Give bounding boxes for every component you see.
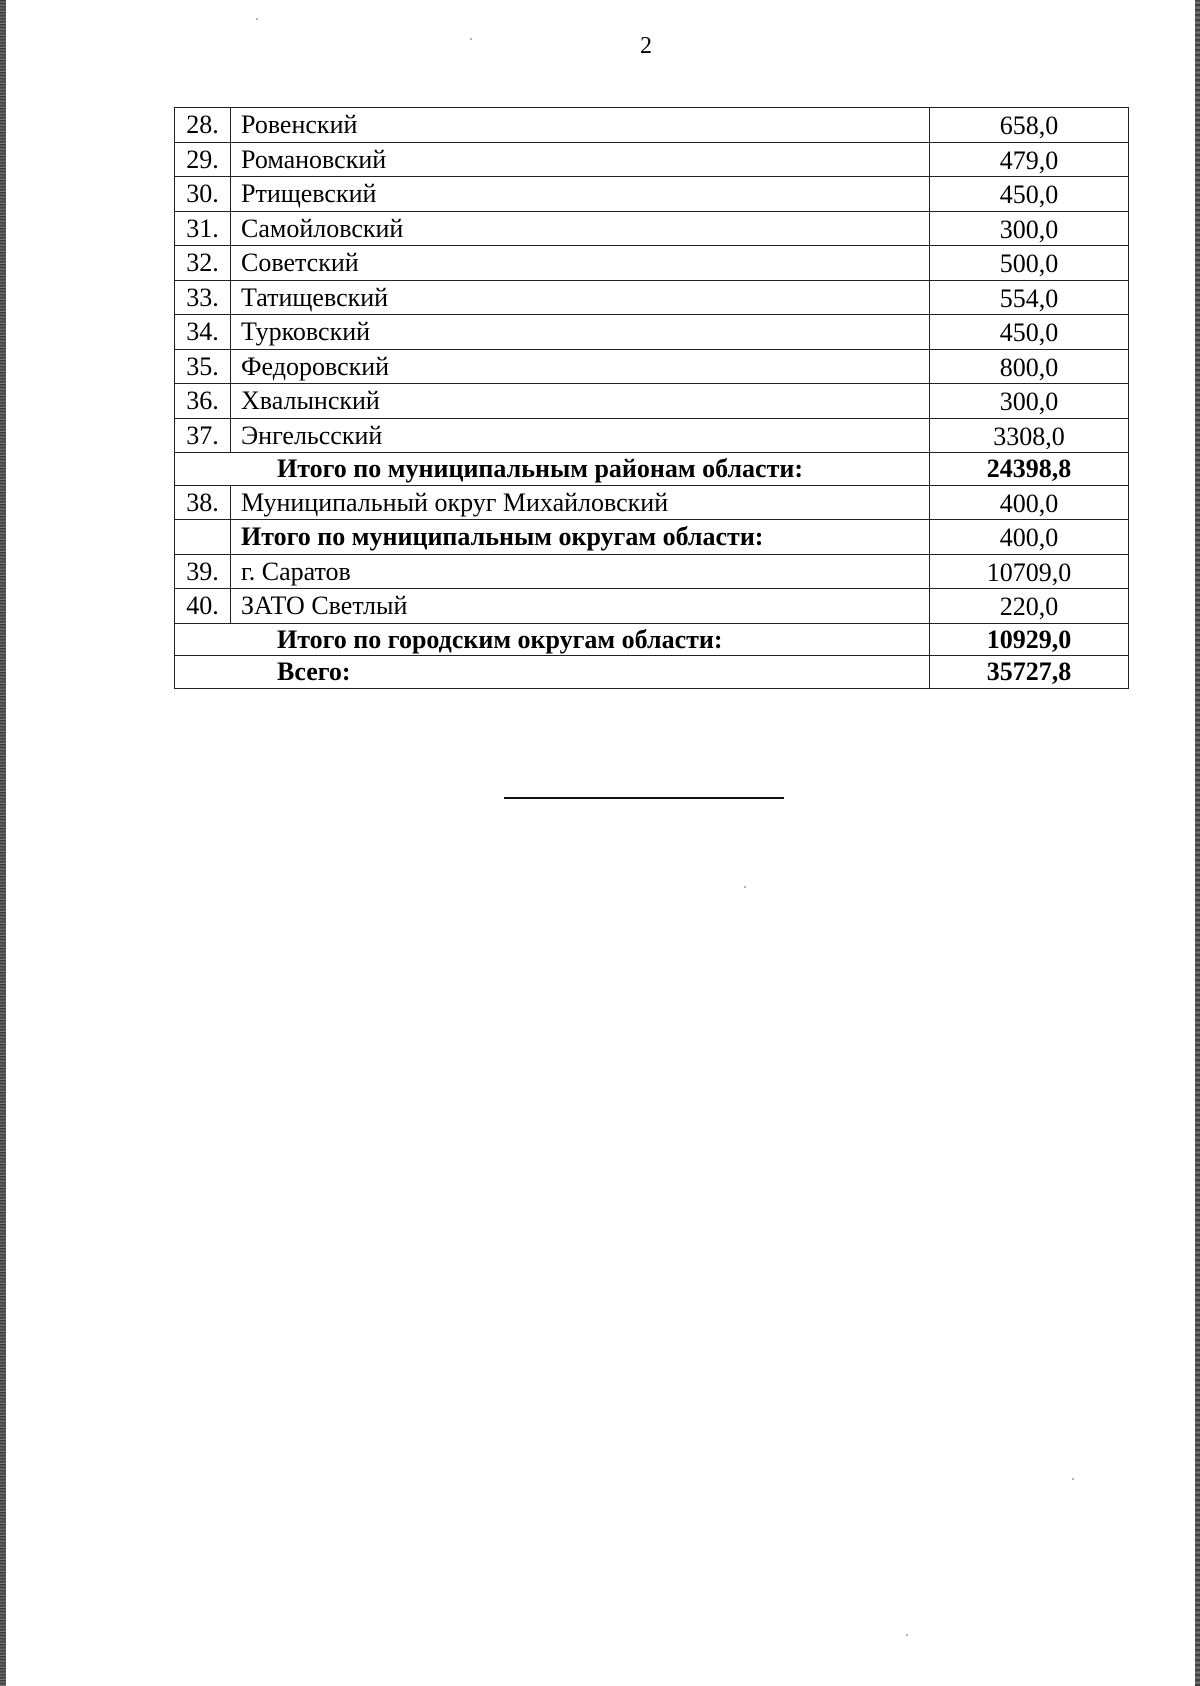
table-row (175, 280, 1129, 315)
row-number: 33. (175, 280, 231, 315)
amount-value: 554,0 (930, 280, 1129, 315)
scan-speck (256, 18, 258, 20)
amount-value: 479,0 (930, 142, 1129, 177)
amount-value: 300,0 (930, 211, 1129, 246)
subtotal-row-okrugs (175, 520, 1129, 555)
subtotal-cities-label: Итого по городским округам области: (175, 623, 930, 656)
row-number: 38. (175, 485, 231, 520)
table-row (175, 315, 1129, 350)
amount-value: 3308,0 (930, 418, 1129, 453)
scan-edge-left (0, 0, 6, 1686)
district-name: Романовский (231, 142, 930, 177)
district-name: Турковский (231, 315, 930, 350)
row-number: 32. (175, 246, 231, 281)
row-number: 28. (175, 108, 231, 143)
district-name: Ровенский (231, 108, 930, 143)
amount-value: 450,0 (930, 177, 1129, 212)
table-row (175, 246, 1129, 281)
subtotal-okrugs-label: Итого по муниципальным округам области: (231, 520, 930, 555)
row-number: 36. (175, 384, 231, 419)
table-row (175, 384, 1129, 419)
district-name: Федоровский (231, 349, 930, 384)
scan-speck (1072, 1478, 1074, 1480)
grand-total-row (175, 656, 1129, 689)
district-name: Хвалынский (231, 384, 930, 419)
district-name: г. Саратов (231, 554, 930, 589)
district-name: ЗАТО Светлый (231, 589, 930, 624)
row-number: 30. (175, 177, 231, 212)
table-row (175, 142, 1129, 177)
district-name: Татищевский (231, 280, 930, 315)
table-body (175, 108, 1129, 689)
row-number: 39. (175, 554, 231, 589)
table-row (175, 418, 1129, 453)
allocation-table (174, 107, 1129, 689)
scan-speck (470, 38, 472, 40)
table-row (175, 349, 1129, 384)
row-number: 35. (175, 349, 231, 384)
district-name: Энгельсский (231, 418, 930, 453)
district-name: Советский (231, 246, 930, 281)
grand-total-label: Всего: (175, 656, 930, 689)
empty-number-cell (175, 520, 231, 555)
separator-line (504, 797, 784, 799)
district-name: Муниципальный округ Михайловский (231, 485, 930, 520)
scan-speck (744, 886, 746, 888)
row-number: 31. (175, 211, 231, 246)
amount-value: 10709,0 (930, 554, 1129, 589)
amount-value: 658,0 (930, 108, 1129, 143)
amount-value: 220,0 (930, 589, 1129, 624)
row-number: 34. (175, 315, 231, 350)
table-row (175, 554, 1129, 589)
district-name: Ртищевский (231, 177, 930, 212)
subtotal-districts-value: 24398,8 (930, 453, 1129, 486)
subtotal-row-cities (175, 623, 1129, 656)
amount-value: 800,0 (930, 349, 1129, 384)
table-row (175, 485, 1129, 520)
amount-value: 300,0 (930, 384, 1129, 419)
table-row (175, 108, 1129, 143)
subtotal-cities-value: 10929,0 (930, 623, 1129, 656)
amount-value: 400,0 (930, 485, 1129, 520)
row-number: 37. (175, 418, 231, 453)
page-number: 2 (640, 33, 652, 59)
scan-edge-right (1195, 0, 1200, 1686)
grand-total-value: 35727,8 (930, 656, 1129, 689)
subtotal-districts-label: Итого по муниципальным районам области: (175, 453, 930, 486)
table-row (175, 177, 1129, 212)
row-number: 29. (175, 142, 231, 177)
subtotal-okrugs-value: 400,0 (930, 520, 1129, 555)
district-name: Самойловский (231, 211, 930, 246)
scan-speck (906, 1634, 908, 1636)
row-number: 40. (175, 589, 231, 624)
subtotal-row-districts (175, 453, 1129, 486)
table-row (175, 211, 1129, 246)
amount-value: 500,0 (930, 246, 1129, 281)
table-row (175, 589, 1129, 624)
amount-value: 450,0 (930, 315, 1129, 350)
